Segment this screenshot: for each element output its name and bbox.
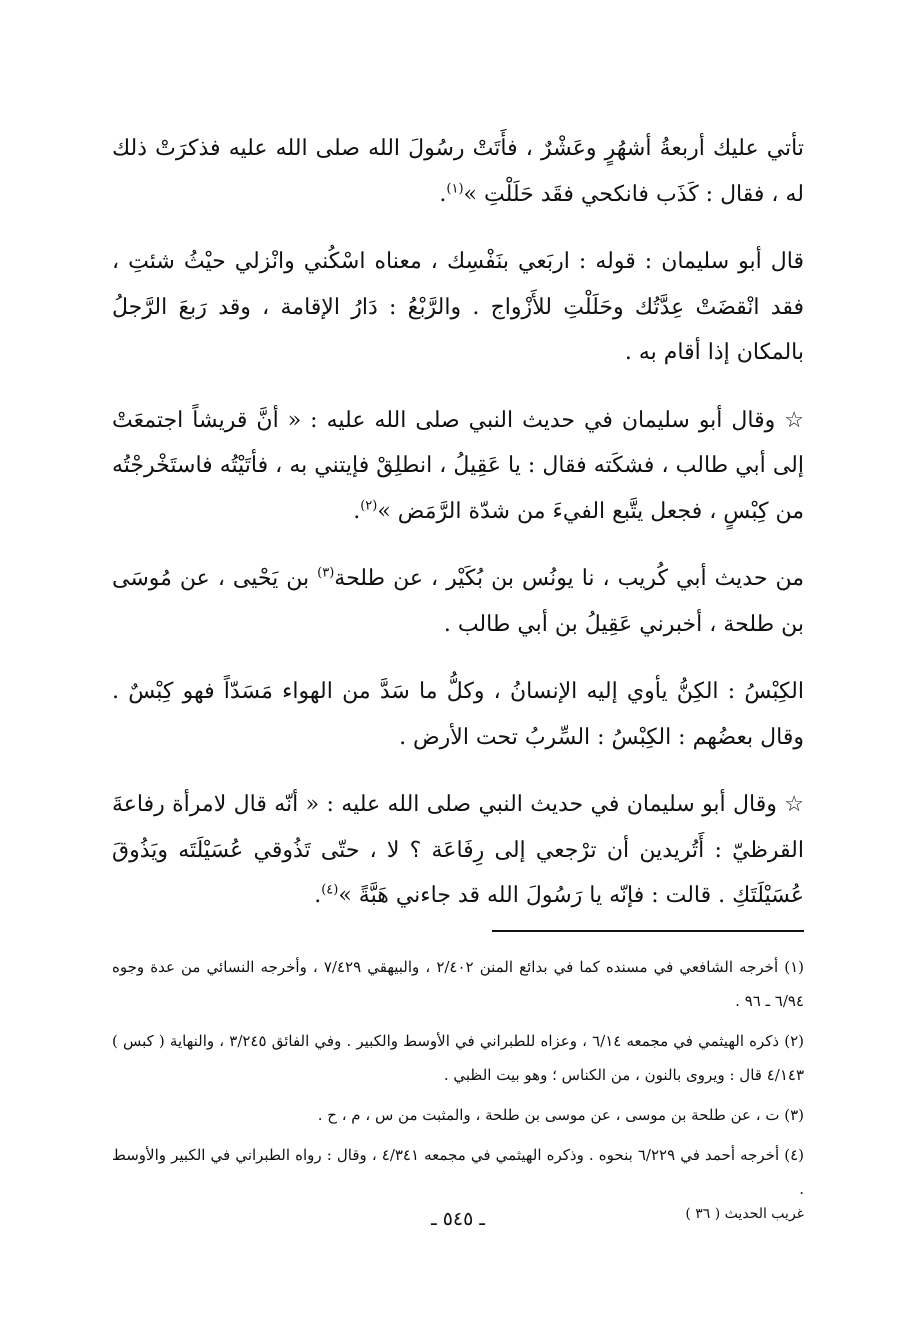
paragraph: من حديث أبي كُريب ، نا يونُس بن بُكَيْر ، عن طلحة$^{(٣)}$ بن يَحْيى ، عن مُوسَى بن طلحة ، أخبرني عَقِيلُ بن أبي طالب . (112, 565, 804, 637)
footnote-ref: (٤) (321, 882, 339, 898)
footnote-ref: (٢) (360, 498, 378, 514)
paragraph: الكِبْسُ : الكِنُّ يأوي إليه الإنسانُ ، وكلُّ ما سَدَّ من الهواء مَسَدّاً فهو كِبْسٌ . وقال بعضُهم : الكِبْسُ : السِّربُ تحت الأرض . (112, 679, 804, 750)
footnote-ref: (٣) (317, 565, 335, 581)
page-footer (112, 1206, 804, 1236)
footnote: (٣) ت ، عن طلحة بن موسى ، عن موسى بن طلحة ، والمثبت من س ، م ، ح . (317, 1106, 804, 1124)
footnote-divider (492, 930, 804, 932)
page-number: ـ ٥٤٥ ـ (431, 1208, 485, 1230)
footnote: (١) أخرجه الشافعي في مسنده كما في بدائع المنن ٢/٤٠٢ ، والبيهقي ٧/٤٢٩ ، وأخرجه النسائي من عدة وجوه ٦/٩٤ ـ ٩٦ . (112, 958, 804, 1010)
book-title: غريب الحديث ( ٣٦ ) (685, 1206, 804, 1222)
footnote: (٢) ذكره الهيثمي في مجمعه ٦/١٤ ، وعزاه للطبراني في الأوسط والكبير . وفي الفائق ٣/٢٤٥ ، والنهاية ( كبس ) ٤/١٤٣ قال : ويروى بالنون ، من الكناس ؛ وهو بيت الظبي . (112, 1032, 805, 1084)
paragraph: ☆ وقال أبو سليمان في حديث النبي صلى الله عليه : « أنَّ قريشاً اجتمعَتْ إلى أبي طالب ، فشكَته فقال : يا عَقِيلُ ، انطلِقْ فإيتني به ، فأتَيْتُه فاستَخْرجْتُه من كِبْسٍ ، فجعل يتَّبع الفيءَ من شدّة الرَّمَض »$^{(٢)}$. (112, 407, 804, 524)
main-text (112, 126, 804, 941)
footnotes (112, 950, 804, 1212)
paragraph: قال أبو سليمان : قوله : اربَعي بنَفْسِك ، معناه اسْكُني وانْزلي حيْثُ شئتِ ، فقد انْقضَتْ عِدَّتُك وحَلَلْتِ للأَزْواج . والرَّبْعُ : دَارُ الإقامة ، وقد رَبعَ الرَّجلُ بالمكان إذا أقام به . (112, 249, 804, 365)
paragraph: تأتي عليك أربعةُ أشهُرٍ وعَشْرٌ ، فأَتَتْ رسُولَ الله صلى الله عليه فذكرَتْ ذلك له ، فقال : كَذَب فانكحي فقَد حَلَلْتِ »$^{(١)}$. (112, 136, 804, 207)
footnote: (٤) أخرجه أحمد في ٦/٢٢٩ بنحوه . وذكره الهيثمي في مجمعه ٤/٣٤١ ، وقال : رواه الطبراني في الكبير والأوسط . (112, 1146, 804, 1198)
footnote-ref: (١) (446, 181, 464, 197)
paragraph: ☆ وقال أبو سليمان في حديث النبي صلى الله عليه : « أنّه قال لامرأة رفاعةَ القرظيّ : أَتُريدين أن ترْجعي إلى رِفَاعَة ؟ لا ، حتّى تَذُوقي عُسَيْلَتَه ويَذُوقَ عُسَيْلَتَكِ . قالت : فإنّه يا رَسُولَ الله قد جاءني هَبَّةً »$^{(٤)}$. (112, 792, 804, 908)
